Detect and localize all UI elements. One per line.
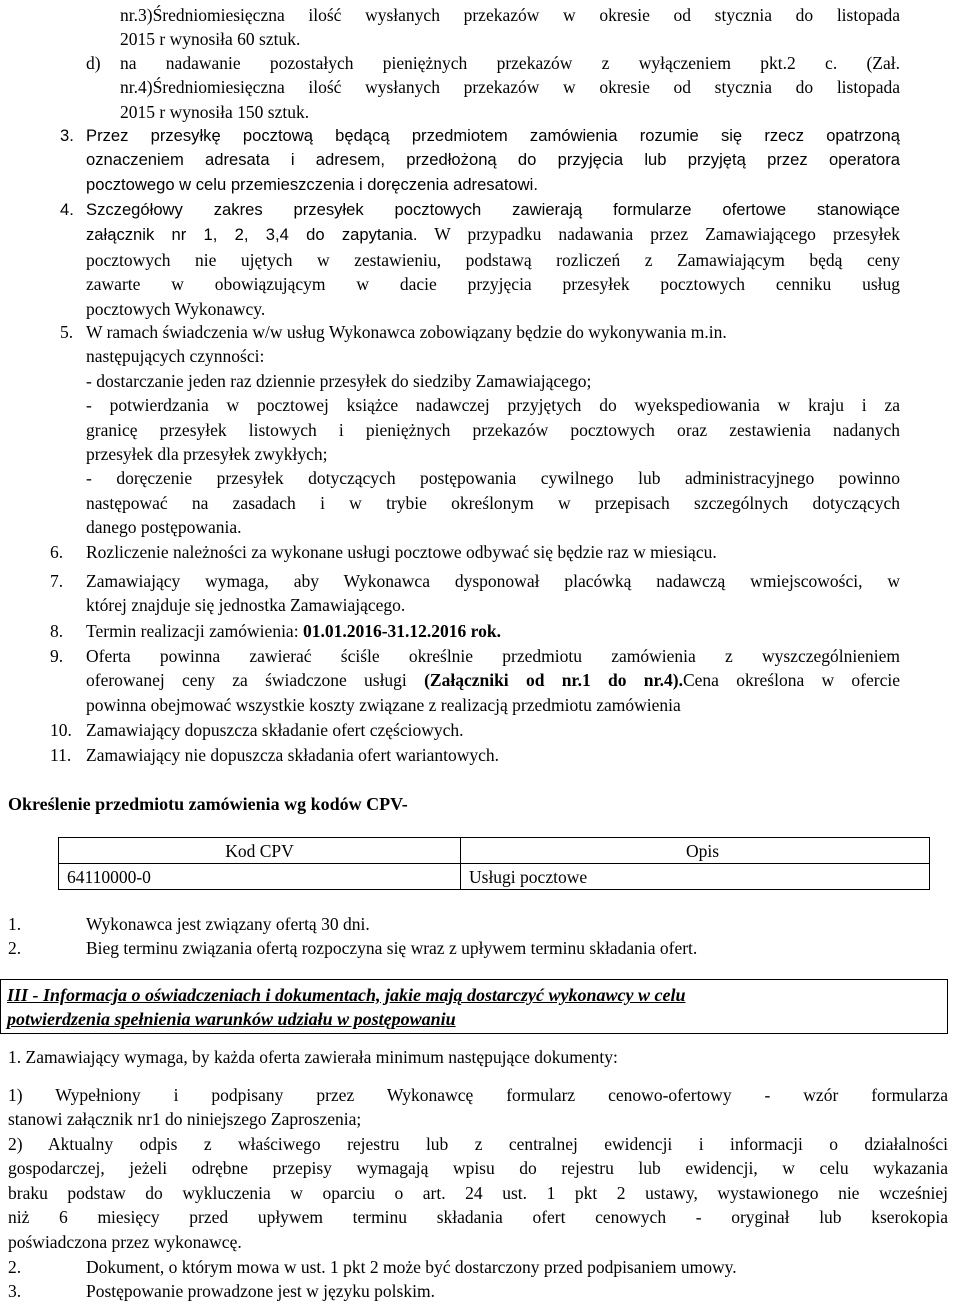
text-span: załącznik nr 1, 2, 3,4 do zapytania. (86, 225, 418, 245)
item-9 (86, 644, 900, 717)
text-line: pocztowych Wykonawcy. (86, 298, 266, 319)
item-number: 3. (60, 126, 74, 145)
text-line (86, 619, 900, 643)
cpv-heading: Określenie przedmiotu zamówienia wg kodów CPV- (8, 794, 408, 814)
item-5 (86, 320, 900, 540)
text-line: nr.3)Średniomiesięczna ilość wysłanych przekazów w okresie od stycznia do listopada (120, 5, 900, 25)
item-number: 4. (60, 200, 74, 219)
item-number: 10. (50, 720, 72, 740)
table-header-row (59, 838, 930, 864)
text-line: granicę przesyłek listowych i pieniężnych przekazów pocztowych oraz zestawienia nadanych (86, 419, 900, 440)
item-number: 7. (50, 571, 64, 591)
text-line: W ramach świadczenia w/w usług Wykonawca zobowiązany będzie do wykonywania m.in. (86, 322, 727, 342)
text-line: 2) Aktualny odpis z właściwego rejestru lub z centralnej ewidencji i informacji o działalności (8, 1134, 948, 1154)
text-line: stanowi załącznik nr1 do niniejszego Zaproszenia; (8, 1109, 362, 1130)
paragraph-2: Dokument, o którym mowa w ust. 1 pkt 2 może być dostarczony przed podpisaniem umowy. (86, 1257, 737, 1277)
section-3-title (0, 979, 948, 1034)
item-number: 6. (50, 542, 64, 562)
doc-2 (8, 1132, 948, 1254)
section-3-intro (8, 1045, 948, 1069)
text-line: pocztowych nie ujętych w zestawieniu, podstawą rozliczeń z Zamawiającym będą ceny (86, 249, 900, 270)
text-line: Rozliczenie należności za wykonane usługi pocztowe odbywać się będzie raz w miesiącu. (86, 542, 717, 562)
column-header-desc: Opis (461, 838, 930, 864)
text-line: niż 6 miesięcy przed upływem terminu składania ofert cenowych - oryginał lub kserokopia (8, 1207, 948, 1228)
table-row (59, 864, 930, 890)
title-line: potwierdzenia spełnienia warunków udziału w postępowaniu (7, 1009, 456, 1029)
column-header-code: Kod CPV (59, 838, 461, 864)
text-line: poświadczona przez wykonawcę. (8, 1231, 242, 1252)
text-line: 2015 r wynosiła 60 sztuk. (120, 29, 301, 50)
date-range: 01.01.2016-31.12.2016 rok. (302, 621, 501, 641)
text-line: 2015 r wynosiła 150 sztuk. (120, 101, 310, 122)
item-number: 11. (50, 745, 72, 765)
text-line: - doręczenie przesyłek dotyczących postępowania cywilnego lub administracyjnego powinno (86, 468, 900, 489)
text-line: której znajduje się jednostka Zamawiającego. (86, 595, 406, 616)
item-4 (86, 198, 900, 321)
item-number: 5. (60, 322, 74, 342)
text-span: Cena określona w ofercie (682, 670, 900, 691)
text-line: oznaczeniem adresata i adresem, przedłożoną do przyjęcia lub przyjętą przez operatora (86, 150, 900, 170)
table-cell-code: 64110000-0 (59, 864, 461, 890)
item-number: 3. (8, 1281, 22, 1301)
text-span: oferowanej ceny za świadczone usługi (86, 670, 425, 691)
item-number: 8. (50, 621, 64, 641)
title-line: III - Informacja o oświadczeniach i dokumentach, jakie mają dostarczyć wykonawcy w celu (7, 985, 686, 1005)
text-line (86, 668, 900, 692)
text-line: 1) Wypełniony i podpisany przez Wykonawcę formularz cenowo-ofertowy - wzór formularza (8, 1085, 948, 1105)
text-span: W przypadku nadawania przez Zamawiającego przesyłek (434, 224, 901, 245)
item-3 (86, 124, 900, 197)
text-span: Termin realizacji zamówienia: (86, 621, 303, 641)
text-line: Zamawiający nie dopuszcza składania ofert wariantowych. (86, 745, 500, 765)
item-label-d: d) (86, 53, 101, 73)
text-line: następować na zasadach i w trybie określonym w przepisach szczególnych dotyczących (86, 492, 900, 513)
text-line: Szczegółowy zakres przesyłek pocztowych zawierają formularze ofertowe stanowiące (86, 200, 900, 219)
text-line (86, 222, 900, 247)
item-number: 1. (8, 914, 22, 934)
item-10 (86, 718, 900, 742)
item-6 (86, 540, 900, 564)
text-line: - potwierdzania w pocztowej książce nadawczej przyjętych do wyekspediowania w kraju i za (86, 395, 900, 416)
cpv-table (58, 837, 930, 890)
text-line: 1. Zamawiający wymaga, by każda oferta zawierała minimum następujące dokumenty: (8, 1047, 618, 1067)
binding-1: Wykonawca jest związany ofertą 30 dni. (86, 914, 370, 934)
text-line: gospodarczej, jeżeli odrębne przepisy wymagają wpisu do rejestru lub ewidencji, w celu wykazania (8, 1158, 948, 1179)
table-cell-desc: Usługi pocztowe (461, 864, 930, 890)
text-line: na nadawanie pozostałych pieniężnych przekazów z wyłączeniem pkt.2 c. (Zał. (120, 53, 900, 73)
item-number: 2. (8, 938, 22, 958)
text-line: Oferta powinna zawierać ściśle określnie przedmiotu zamówienia z wyszczególnieniem (86, 646, 900, 666)
top-lines (120, 3, 900, 52)
item-number: 2. (8, 1257, 22, 1277)
text-line: przesyłek dla przesyłek zwykłych; (86, 444, 328, 465)
text-line: Zamawiający dopuszcza składanie ofert częściowych. (86, 720, 464, 740)
text-span: (Załączniki od nr.1 do nr.4). (424, 670, 683, 691)
doc-1 (8, 1083, 948, 1132)
text-line: Zamawiający wymaga, aby Wykonawca dysponował placówką nadawczą wmiejscowości, w (86, 571, 900, 591)
item-number: 9. (50, 646, 64, 666)
text-line: - dostarczanie jeden raz dziennie przesyłek do siedziby Zamawiającego; (86, 370, 592, 391)
text-line: pocztowego w celu przemieszczenia i doręczenia adresatowi. (86, 174, 538, 194)
text-line: braku podstaw do wykluczenia w oparciu o art. 24 ust. 1 pkt 2 ustawy, wystawionego nie wcześniej (8, 1182, 948, 1203)
text-line: zawarte w obowiązującym w dacie przyjęcia przesyłek pocztowych cenniku usług (86, 274, 900, 295)
item-8 (86, 619, 900, 643)
text-line: następujących czynności: (86, 346, 265, 367)
item-d (120, 51, 900, 124)
item-11 (86, 743, 900, 767)
item-7 (86, 569, 900, 618)
text-line: nr.4)Średniomiesięczna ilość wysłanych przekazów w okresie od stycznia do listopada (120, 77, 900, 98)
binding-2: Bieg terminu związania ofertą rozpoczyna się wraz z upływem terminu składania ofert. (86, 938, 698, 958)
text-line: powinna obejmować wszystkie koszty związane z realizacją przedmiotu zamówienia (86, 694, 681, 715)
text-line: danego postępowania. (86, 517, 242, 538)
paragraph-3: Postępowanie prowadzone jest w języku polskim. (86, 1281, 435, 1301)
text-line: Przez przesyłkę pocztową będącą przedmiotem zamówienia rozumie się rzecz opatrzoną (86, 126, 900, 145)
